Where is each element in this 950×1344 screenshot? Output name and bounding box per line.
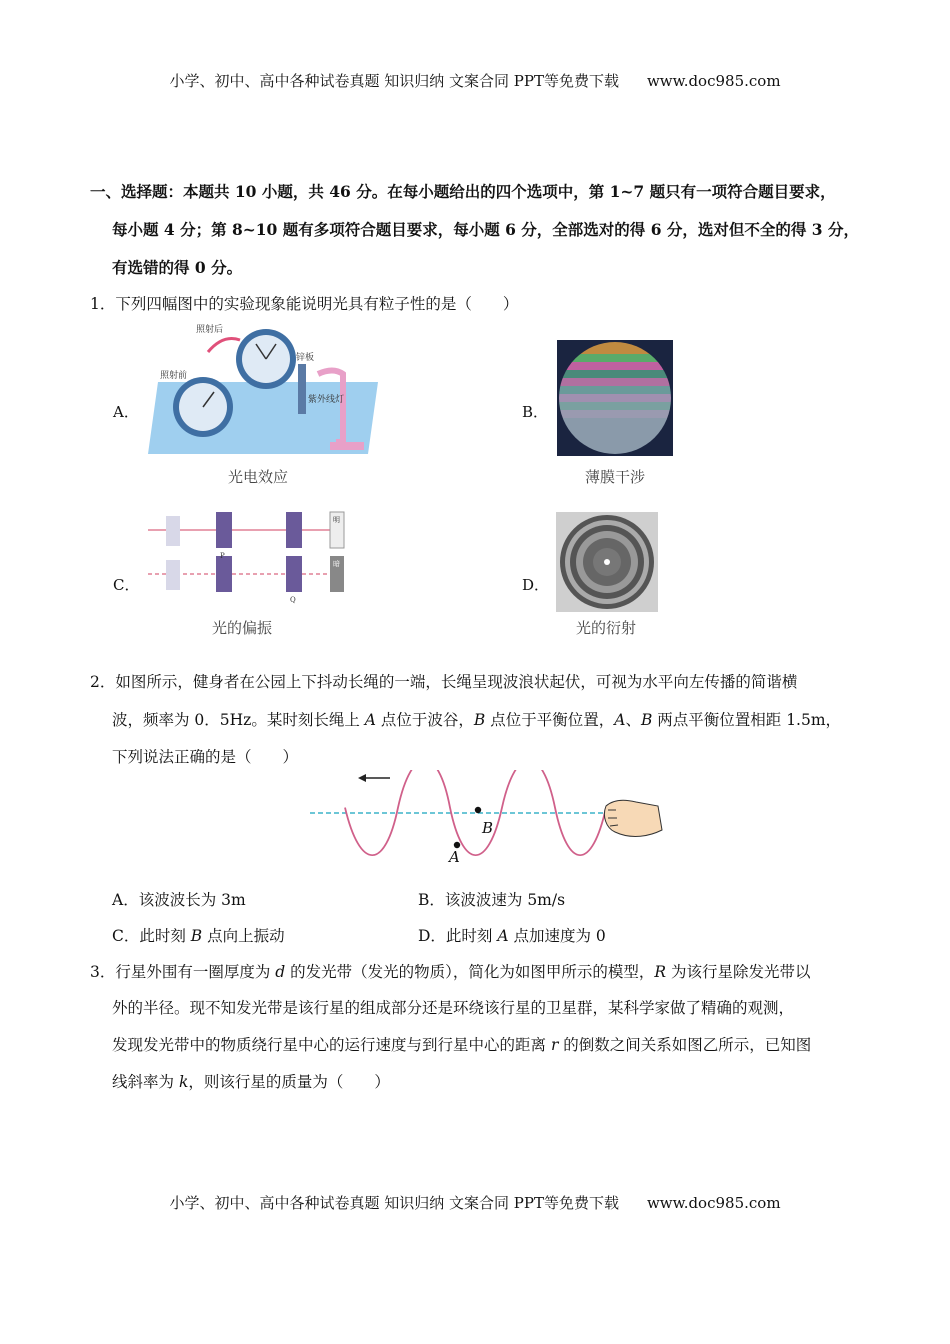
polarizer-p: P xyxy=(220,552,225,560)
q2-option-d: D．此时刻 A 点加速度为 0 xyxy=(418,927,606,945)
polarizer-q: Q xyxy=(290,596,296,604)
q1-stem: 1．下列四幅图中的实验现象能说明光具有粒子性的是（ ） xyxy=(90,295,519,313)
q2-option-a: A．该波波长为 3m xyxy=(112,891,246,909)
screen-bright: 明 xyxy=(333,516,340,524)
label-after: 照射后 xyxy=(196,325,224,335)
label-zinc: 锌板 xyxy=(296,353,315,363)
header-site-link[interactable]: www.doc985.com xyxy=(646,72,781,90)
polarization-figure xyxy=(148,508,356,612)
screen-dark: 暗 xyxy=(333,560,340,568)
section-line-1: 一、选择题：本题共 10 小题，共 46 分。在每小题给出的四个选项中，第 1~7 题只有一项符合题目要求， xyxy=(90,182,836,201)
q2-option-b: B．该波波速为 5m/s xyxy=(418,891,566,909)
q2-option-c: C．此时刻 B 点向上振动 xyxy=(112,927,285,945)
q3-line-2: 外的半径。现不知发光带是该行星的组成部分还是环绕该行星的卫星群，某科学家做了精确的观测， xyxy=(112,999,795,1017)
label-before: 照射前 xyxy=(160,371,188,381)
photoelectric-figure xyxy=(148,322,388,454)
q2-stem-line-2: 波，频率为 0．5Hz。某时刻长绳上 A 点位于波谷，B 点位于平衡位置，A、B 两点平衡位置相距 1.5m， xyxy=(112,711,842,729)
header-text: 小学、初中、高中各种试卷真题 知识归纳 文案合同 PPT等免费下载 xyxy=(169,72,619,90)
point-a-label: A xyxy=(449,848,460,866)
q3-line-4: 线斜率为 k，则该行星的质量为（ ） xyxy=(112,1073,390,1091)
q1-caption-c: 光的偏振 xyxy=(211,619,272,637)
point-b-marker xyxy=(475,807,481,813)
q1-option-d-label: D． xyxy=(522,576,550,594)
section-line-3: 有选错的得 0 分。 xyxy=(112,258,243,277)
q1-caption-a: 光电效应 xyxy=(227,468,288,486)
page-footer xyxy=(0,1192,950,1213)
q1-option-b-label: B． xyxy=(522,403,549,421)
q3-line-3: 发现发光带中的物质绕行星中心的运行速度与到行星中心的距离 r 的倒数之间关系如图乙所示，已知图 xyxy=(112,1036,812,1054)
q1-option-c-label: C． xyxy=(113,576,140,594)
page-header xyxy=(0,70,950,91)
footer-text: 小学、初中、高中各种试卷真题 知识归纳 文案合同 PPT等免费下载 xyxy=(169,1194,619,1212)
thin-film-figure xyxy=(557,340,673,456)
q2-stem-line-1: 2．如图所示，健身者在公园上下抖动长绳的一端，长绳呈现波浪状起伏，可视为水平向左传播的简谐横 xyxy=(90,673,798,691)
q1-caption-b: 薄膜干涉 xyxy=(584,468,645,486)
section-line-2: 每小题 4 分；第 8~10 题有多项符合题目要求，每小题 6 分，全部选对的得 6 分，选对但不全的得 3 分， xyxy=(112,220,859,239)
q1-option-a-label: A． xyxy=(113,403,139,421)
q1-caption-d: 光的衍射 xyxy=(575,619,636,637)
q2-stem-line-3: 下列说法正确的是（ ） xyxy=(112,748,299,766)
label-uv: 紫外线灯 xyxy=(308,395,345,405)
point-b-label: B xyxy=(482,819,494,837)
footer-site-link[interactable]: www.doc985.com xyxy=(646,1194,781,1212)
wave-figure xyxy=(310,770,670,870)
diffraction-figure xyxy=(556,512,658,612)
q3-line-1: 3．行星外围有一圈厚度为 d 的发光带（发光的物质），简化为如图甲所示的模型，R 为该行星除发光带以 xyxy=(90,963,811,981)
